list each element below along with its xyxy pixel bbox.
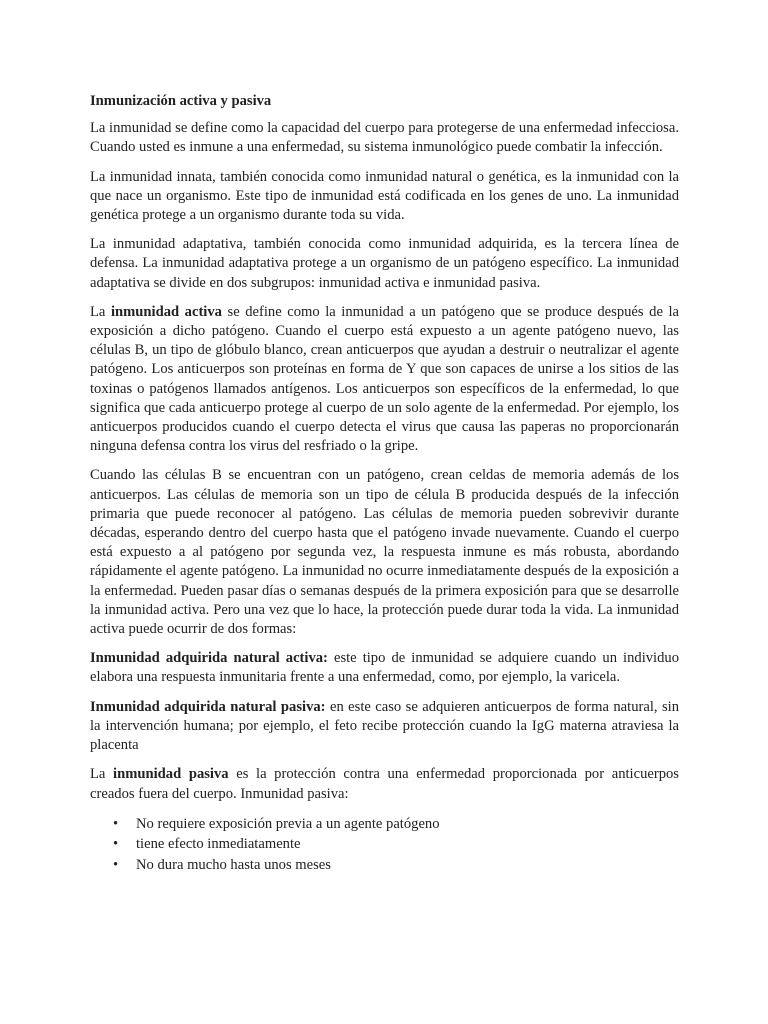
paragraph-natural-passive: [90, 698, 679, 756]
natural-active-term: Inmunidad adquirida natural activa:: [90, 650, 328, 667]
list-item: [113, 855, 679, 876]
list-item: [113, 834, 679, 855]
passive-immunity-term: inmunidad pasiva: [113, 766, 229, 783]
bullet-icon: •: [113, 815, 119, 832]
document-page: [90, 92, 679, 875]
paragraph-adaptive-immunity: La inmunidad adaptativa, también conocida como inmunidad adquirida, es la tercera línea de defensa. La inmunidad adaptativa protege a un organismo de un patógeno específico. La inmunidad adaptativa se divide en dos subgrupos: inmunidad activa e inmunidad pasiva.: [90, 236, 679, 291]
document-title: Inmunización activa y pasiva: [90, 93, 272, 109]
active-immunity-term: inmunidad activa: [110, 303, 222, 320]
list-item-text: No requiere exposición previa a un agente patógeno: [136, 815, 440, 832]
paragraph-lead: La: [90, 303, 106, 320]
list-item: [113, 814, 679, 835]
paragraph-lead: La: [90, 766, 106, 783]
paragraph-body: es la protección contra una enfermedad proporcionada por anticuerpos creados fuera del cuerpo. Inmunidad pasiva:: [90, 766, 679, 802]
passive-immunity-list: [90, 814, 679, 876]
paragraph-body: este tipo de inmunidad se adquiere cuando un individuo elabora una respuesta inmunitaria frente a una enfermedad, como, por ejemplo, la varicela.: [90, 650, 679, 686]
list-item-text: No dura mucho hasta unos meses: [136, 856, 331, 873]
paragraph-definition: La inmunidad se define como la capacidad del cuerpo para protegerse de una enfermedad infecciosa. Cuando usted es inmune a una enfermedad, su sistema inmunológico puede combatir la infección.: [90, 120, 679, 156]
paragraph-active-immunity: [90, 303, 679, 457]
paragraph-natural-active: [90, 649, 679, 687]
bullet-icon: •: [113, 856, 119, 873]
natural-passive-term: Inmunidad adquirida natural pasiva:: [90, 698, 326, 715]
paragraph-body: se define como la inmunidad a un patógeno que se produce después de la exposición a dicho patógeno. Cuando el cuerpo está expuesto a un agente patógeno nuevo, las células B, un tipo de glóbulo blanco, crean anticuerpos que ayudan a destruir o neutralizar el agente patógeno. Los anticuerpos son proteínas en forma de Y que son capaces de unirse a los sitios de las toxinas o patógenos llamados antígenos. Los anticuerpos son específicos de la enfermedad, lo que significa que cada anticuerpo protege al cuerpo de un solo agente de la enfermedad. Por ejemplo, los anticuerpos producidos cuando el cuerpo detecta el virus que causa las paperas no proporcionarán ninguna defensa contra los virus del resfriado o la gripe.: [90, 303, 680, 455]
paragraph-innate-immunity: La inmunidad innata, también conocida como inmunidad natural o genética, es la inmunidad con la que nace un organismo. Este tipo de inmunidad está codificada en los genes de uno. La inmunidad genética protege a un organismo durante toda su vida.: [90, 168, 679, 224]
paragraph-memory-cells: Cuando las células B se encuentran con un patógeno, crean celdas de memoria además de los anticuerpos. Las células de memoria son un tipo de célula B producida después de la infección primaria que puede reconocer al patógeno. Las células de memoria pueden sobrevivir durante décadas, esperando dentro del cuerpo hasta que el patógeno invade nuevamente. Cuando el cuerpo está expuesto a al patógeno por segunda vez, la respuesta inmune es más robusta, abordando rápidamente el agente patógeno. La inmunidad no ocurre inmediatamente después de la exposición a la enfermedad. Pueden pasar días o semanas después de la primera exposición para que se desarrolle la inmunidad activa. Pero una vez que lo hace, la protección puede durar toda la vida. La inmunidad activa puede ocurrir de dos formas:: [90, 467, 679, 638]
list-item-text: tiene efecto inmediatamente: [136, 836, 301, 853]
bullet-icon: •: [113, 836, 119, 853]
paragraph-body: en este caso se adquieren anticuerpos de forma natural, sin la intervención humana; por ejemplo, el feto recibe protección cuando la IgG materna atraviesa la placenta: [90, 698, 679, 754]
paragraph-passive-immunity: [90, 765, 679, 803]
